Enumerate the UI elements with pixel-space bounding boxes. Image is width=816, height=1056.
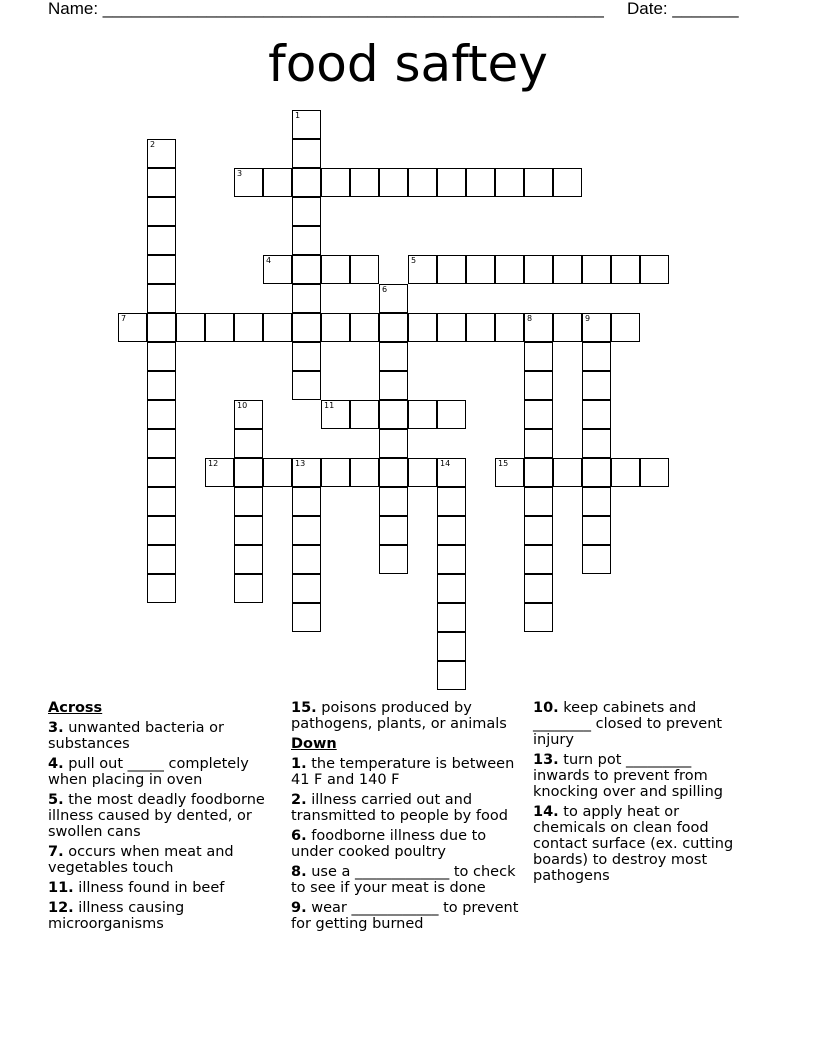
crossword-cell[interactable] <box>292 603 321 632</box>
clue-text: use a _____________ to check to see if your meat is done <box>291 864 516 896</box>
down-clue <box>291 828 531 860</box>
crossword-cell[interactable] <box>379 400 408 429</box>
clue-number: 15. <box>291 700 317 716</box>
crossword-cell[interactable] <box>524 255 553 284</box>
crossword-cell[interactable] <box>321 313 350 342</box>
crossword-cell[interactable] <box>321 168 350 197</box>
crossword-cell[interactable] <box>524 574 553 603</box>
crossword-cell[interactable] <box>292 284 321 313</box>
across-clue <box>48 720 288 752</box>
crossword-cell[interactable] <box>524 429 553 458</box>
crossword-cell[interactable] <box>147 458 176 487</box>
cell-number: 8 <box>527 314 533 323</box>
clue-text: the most deadly foodborne illness caused by dented, or swollen cans <box>48 792 265 840</box>
crossword-cell[interactable] <box>379 342 408 371</box>
clue-number: 3. <box>48 720 64 736</box>
crossword-cell[interactable] <box>292 226 321 255</box>
down-clue <box>533 804 748 884</box>
clue-column-1 <box>48 700 288 936</box>
name-field-label: Name: _____________________________________________________ <box>48 0 604 18</box>
clue-text: wear ____________ to prevent for getting burned <box>291 900 519 932</box>
crossword-cell[interactable] <box>379 458 408 487</box>
cell-number: 14 <box>440 459 451 468</box>
clue-number: 8. <box>291 864 307 880</box>
crossword-cell[interactable] <box>582 400 611 429</box>
crossword-cell[interactable] <box>147 197 176 226</box>
crossword-cell[interactable] <box>437 487 466 516</box>
cell-number: 4 <box>266 256 272 265</box>
crossword-cell[interactable] <box>292 342 321 371</box>
crossword-cell[interactable] <box>466 255 495 284</box>
crossword-cell[interactable] <box>379 545 408 574</box>
crossword-cell[interactable] <box>292 255 321 284</box>
crossword-cell[interactable] <box>263 255 292 284</box>
down-clue <box>291 864 531 896</box>
crossword-cell[interactable] <box>350 255 379 284</box>
crossword-cell[interactable] <box>205 313 234 342</box>
crossword-cell[interactable] <box>350 168 379 197</box>
crossword-cell[interactable] <box>611 255 640 284</box>
crossword-cell[interactable] <box>611 458 640 487</box>
crossword-cell[interactable] <box>379 284 408 313</box>
clue-column-2 <box>291 700 531 936</box>
crossword-cell[interactable] <box>379 487 408 516</box>
clue-number: 1. <box>291 756 307 772</box>
across-clue <box>48 792 288 840</box>
clue-text: foodborne illness due to under cooked poultry <box>291 828 487 860</box>
crossword-cell[interactable] <box>147 313 176 342</box>
crossword-cell[interactable] <box>582 429 611 458</box>
crossword-cell[interactable] <box>408 400 437 429</box>
crossword-cell[interactable] <box>292 110 321 139</box>
crossword-cell[interactable] <box>147 168 176 197</box>
crossword-cell[interactable] <box>553 313 582 342</box>
crossword-cell[interactable] <box>292 197 321 226</box>
cell-number: 6 <box>382 285 388 294</box>
crossword-cell[interactable] <box>147 429 176 458</box>
crossword-cell[interactable] <box>437 661 466 690</box>
crossword-cell[interactable] <box>640 458 669 487</box>
clue-number: 9. <box>291 900 307 916</box>
cell-number: 11 <box>324 401 335 410</box>
crossword-cell[interactable] <box>321 458 350 487</box>
crossword-cell[interactable] <box>437 168 466 197</box>
clue-text: unwanted bacteria or substances <box>48 720 224 752</box>
crossword-cell[interactable] <box>495 255 524 284</box>
crossword-cell[interactable] <box>524 545 553 574</box>
crossword-cell[interactable] <box>553 168 582 197</box>
cell-number: 5 <box>411 256 417 265</box>
crossword-cell[interactable] <box>524 458 553 487</box>
crossword-cell[interactable] <box>234 313 263 342</box>
down-heading: Down <box>291 736 337 752</box>
crossword-cell[interactable] <box>582 458 611 487</box>
crossword-cell[interactable] <box>234 168 263 197</box>
crossword-cell[interactable] <box>234 545 263 574</box>
down-clue <box>533 700 748 748</box>
crossword-cell[interactable] <box>147 400 176 429</box>
crossword-cell[interactable] <box>524 371 553 400</box>
crossword-cell[interactable] <box>611 313 640 342</box>
crossword-cell[interactable] <box>437 313 466 342</box>
crossword-cell[interactable] <box>524 342 553 371</box>
crossword-cell[interactable] <box>350 313 379 342</box>
cell-number: 9 <box>585 314 591 323</box>
clue-text: illness found in beef <box>78 880 225 896</box>
crossword-cell[interactable] <box>321 400 350 429</box>
clue-number: 13. <box>533 752 559 768</box>
clue-number: 4. <box>48 756 64 772</box>
crossword-cell[interactable] <box>263 168 292 197</box>
down-clue <box>291 900 531 932</box>
crossword-cell[interactable] <box>147 545 176 574</box>
crossword-cell[interactable] <box>118 313 147 342</box>
clue-number: 14. <box>533 804 559 820</box>
crossword-cell[interactable] <box>437 603 466 632</box>
clue-text: occurs when meat and vegetables touch <box>48 844 234 876</box>
crossword-cell[interactable] <box>263 313 292 342</box>
clue-number: 12. <box>48 900 74 916</box>
crossword-cell[interactable] <box>495 458 524 487</box>
crossword-cell[interactable] <box>582 545 611 574</box>
clue-text: illness causing microorganisms <box>48 900 185 932</box>
cell-number: 3 <box>237 169 243 178</box>
crossword-cell[interactable] <box>379 429 408 458</box>
crossword-cell[interactable] <box>524 487 553 516</box>
crossword-cell[interactable] <box>524 313 553 342</box>
crossword-cell[interactable] <box>292 313 321 342</box>
clue-number: 5. <box>48 792 64 808</box>
crossword-cell[interactable] <box>147 342 176 371</box>
clue-text: keep cabinets and ________ closed to prevent injury <box>533 700 723 748</box>
crossword-cell[interactable] <box>292 516 321 545</box>
crossword-cell[interactable] <box>147 487 176 516</box>
crossword-cell[interactable] <box>234 429 263 458</box>
crossword-cell[interactable] <box>582 255 611 284</box>
page-title: food saftey <box>268 35 548 93</box>
clue-column-3 <box>533 700 748 888</box>
crossword-cell[interactable] <box>553 458 582 487</box>
down-clue <box>533 752 748 800</box>
down-clue <box>291 792 531 824</box>
cell-number: 2 <box>150 140 156 149</box>
crossword-cell[interactable] <box>147 516 176 545</box>
cell-number: 1 <box>295 111 301 120</box>
across-clue <box>291 700 531 732</box>
crossword-cell[interactable] <box>350 400 379 429</box>
crossword-cell[interactable] <box>437 458 466 487</box>
across-clue <box>48 880 288 896</box>
crossword-cell[interactable] <box>640 255 669 284</box>
crossword-cell[interactable] <box>582 313 611 342</box>
crossword-cell[interactable] <box>379 168 408 197</box>
crossword-cell[interactable] <box>553 255 582 284</box>
crossword-cell[interactable] <box>292 458 321 487</box>
crossword-cell[interactable] <box>524 400 553 429</box>
crossword-cell[interactable] <box>437 400 466 429</box>
crossword-cell[interactable] <box>176 313 205 342</box>
crossword-cell[interactable] <box>292 545 321 574</box>
clue-text: pull out _____ completely when placing in oven <box>48 756 249 788</box>
crossword-cell[interactable] <box>408 168 437 197</box>
crossword-cell[interactable] <box>466 168 495 197</box>
crossword-cell[interactable] <box>292 574 321 603</box>
crossword-cell[interactable] <box>408 313 437 342</box>
crossword-cell[interactable] <box>582 371 611 400</box>
clue-text: the temperature is between 41 F and 140 F <box>291 756 515 788</box>
crossword-cell[interactable] <box>292 487 321 516</box>
clue-text: illness carried out and transmitted to people by food <box>291 792 508 824</box>
clue-number: 2. <box>291 792 307 808</box>
clue-number: 6. <box>291 828 307 844</box>
crossword-cell[interactable] <box>147 255 176 284</box>
date-field-label: Date: _______ <box>627 0 739 18</box>
crossword-cell[interactable] <box>234 400 263 429</box>
crossword-cell[interactable] <box>495 313 524 342</box>
crossword-cell[interactable] <box>205 458 234 487</box>
crossword-cell[interactable] <box>408 458 437 487</box>
crossword-cell[interactable] <box>437 545 466 574</box>
across-clue <box>48 756 288 788</box>
crossword-cell[interactable] <box>321 255 350 284</box>
crossword-cell[interactable] <box>147 226 176 255</box>
down-clue <box>291 756 531 788</box>
cell-number: 15 <box>498 459 509 468</box>
cell-number: 7 <box>121 314 127 323</box>
clue-number: 7. <box>48 844 64 860</box>
clue-number: 11. <box>48 880 74 896</box>
crossword-cell[interactable] <box>437 574 466 603</box>
crossword-cell[interactable] <box>582 342 611 371</box>
crossword-cell[interactable] <box>147 574 176 603</box>
crossword-cell[interactable] <box>147 284 176 313</box>
crossword-cell[interactable] <box>379 313 408 342</box>
crossword-cell[interactable] <box>495 168 524 197</box>
crossword-cell[interactable] <box>234 487 263 516</box>
crossword-cell[interactable] <box>292 139 321 168</box>
crossword-cell[interactable] <box>350 458 379 487</box>
across-clue <box>48 844 288 876</box>
crossword-cell[interactable] <box>234 458 263 487</box>
crossword-cell[interactable] <box>379 371 408 400</box>
crossword-cell[interactable] <box>582 516 611 545</box>
crossword-cell[interactable] <box>379 516 408 545</box>
crossword-cell[interactable] <box>234 516 263 545</box>
crossword-cell[interactable] <box>582 487 611 516</box>
crossword-cell[interactable] <box>147 139 176 168</box>
crossword-cell[interactable] <box>524 168 553 197</box>
crossword-cell[interactable] <box>408 255 437 284</box>
clue-text: turn pot _________ inwards to prevent from knocking over and spilling <box>533 752 723 800</box>
across-heading: Across <box>48 700 103 716</box>
clue-text: to apply heat or chemicals on clean food contact surface (ex. cutting boards) to destroy most pathogens <box>533 804 734 884</box>
crossword-cell[interactable] <box>466 313 495 342</box>
crossword-cell[interactable] <box>437 516 466 545</box>
crossword-cell[interactable] <box>292 168 321 197</box>
crossword-cell[interactable] <box>437 255 466 284</box>
clue-text: poisons produced by pathogens, plants, or animals <box>291 700 507 732</box>
cell-number: 12 <box>208 459 219 468</box>
crossword-cell[interactable] <box>524 603 553 632</box>
crossword-cell[interactable] <box>263 458 292 487</box>
cell-number: 10 <box>237 401 248 410</box>
crossword-cell[interactable] <box>437 632 466 661</box>
clue-number: 10. <box>533 700 559 716</box>
across-clue <box>48 900 288 932</box>
crossword-cell[interactable] <box>524 516 553 545</box>
crossword-cell[interactable] <box>292 371 321 400</box>
crossword-cell[interactable] <box>147 371 176 400</box>
crossword-cell[interactable] <box>234 574 263 603</box>
cell-number: 13 <box>295 459 306 468</box>
